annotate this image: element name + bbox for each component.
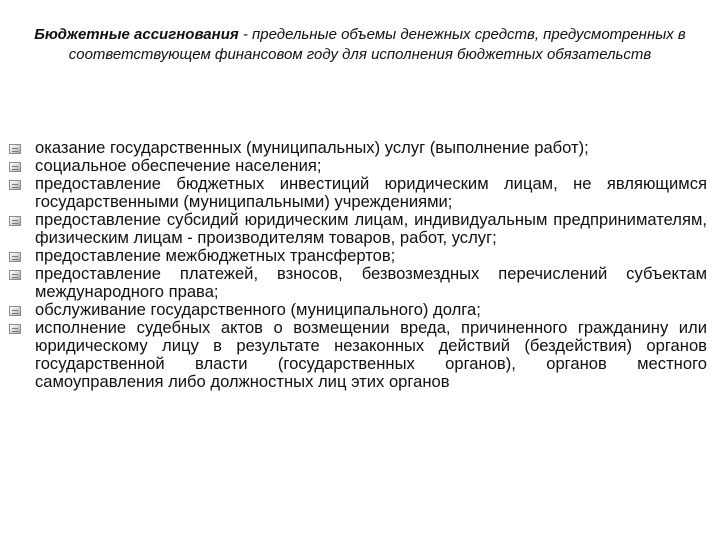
list-item [0, 319, 720, 391]
allocation-purposes-list [0, 139, 720, 391]
square-bullet-icon [9, 252, 21, 262]
list-item [0, 157, 720, 175]
list-item-text: предоставление межбюджетных трансфертов; [35, 246, 396, 265]
square-bullet-icon [9, 270, 21, 280]
list-item-text: исполнение судебных актов о возмещении вреда, причиненного гражданину или юридическому лицу в результате незаконных действий (бездействия) органов государственной власти (государственных органов), органов местного самоуправления либо должностных лиц этих органов [35, 318, 707, 391]
list-item [0, 247, 720, 265]
list-item-text: предоставление платежей, взносов, безвозмездных перечислений субъектам международного права; [35, 264, 707, 301]
list-item-text: обслуживание государственного (муниципального) долга; [35, 300, 481, 319]
list-item-text: предоставление бюджетных инвестиций юридическим лицам, не являющимся государственными (муниципальными) учреждениями; [35, 174, 707, 211]
list-item [0, 139, 720, 157]
list-item-text: социальное обеспечение населения; [35, 156, 322, 175]
list-item [0, 175, 720, 211]
list-item-text: предоставление субсидий юридическим лицам, индивидуальным предпринимателям, физическим лицам - производителям товаров, работ, услуг; [35, 210, 707, 247]
list-item [0, 211, 720, 247]
term-definition: - предельные объемы денежных средств, предусмотренных в соответствующем финансовом году для исполнения бюджетных обязательств [68, 26, 686, 63]
square-bullet-icon [9, 162, 21, 172]
square-bullet-icon [9, 144, 21, 154]
square-bullet-icon [9, 216, 21, 226]
square-bullet-icon [9, 306, 21, 316]
defined-term: Бюджетные ассигнования [34, 26, 239, 43]
list-item-text: оказание государственных (муниципальных) услуг (выполнение работ); [35, 138, 589, 157]
definition-heading [20, 25, 700, 65]
square-bullet-icon [9, 180, 21, 190]
list-item [0, 265, 720, 301]
square-bullet-icon [9, 324, 21, 334]
list-item [0, 301, 720, 319]
